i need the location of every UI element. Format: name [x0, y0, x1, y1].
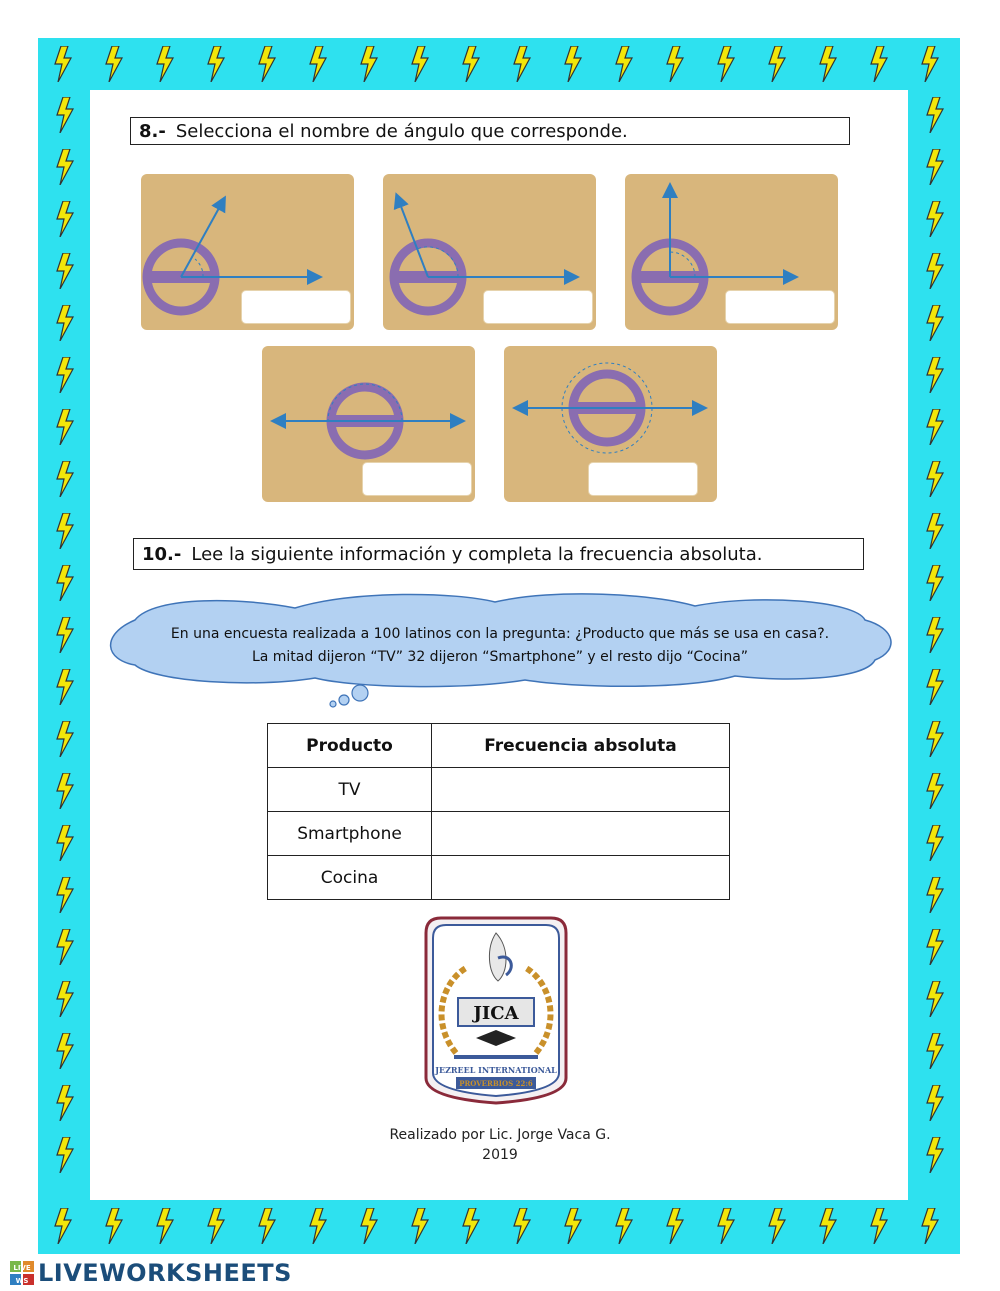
lightning-bolt-icon — [868, 46, 890, 82]
school-logo — [416, 913, 576, 1108]
lightning-bolt-icon — [924, 565, 946, 601]
liveworksheets-brand: LIVEWORKSHEETS — [38, 1259, 292, 1287]
lightning-bolt-icon — [924, 929, 946, 965]
lightning-bolt-icon — [54, 1085, 76, 1121]
lightning-bolt-icon — [54, 1033, 76, 1069]
answer-field[interactable] — [362, 462, 472, 496]
lightning-bolt-icon — [409, 1208, 431, 1244]
lightning-bolt-icon — [919, 1208, 941, 1244]
question-10-header — [133, 538, 864, 570]
lightning-bolt-icon — [52, 1208, 74, 1244]
badge-bottom-text: WS — [15, 1277, 29, 1285]
lightning-bolt-icon — [54, 981, 76, 1017]
frequency-input[interactable] — [432, 768, 730, 812]
lightning-bolt-icon — [54, 149, 76, 185]
angle-card-right — [625, 174, 838, 330]
lightning-bolt-icon — [715, 46, 737, 82]
badge-top-text: LIVE — [13, 1264, 31, 1272]
lightning-bolt-icon — [460, 1208, 482, 1244]
lightning-bolt-icon — [868, 1208, 890, 1244]
angle-card-full — [504, 346, 717, 502]
lightning-bolt-icon — [154, 46, 176, 82]
logo-motto: PROVERBIOS 22:6 — [459, 1079, 533, 1088]
author-credit: Realizado por Lic. Jorge Vaca G. — [389, 1127, 611, 1143]
lightning-bolt-icon — [358, 46, 380, 82]
lightning-bolt-icon — [562, 46, 584, 82]
lightning-bolt-icon — [664, 46, 686, 82]
table-row — [268, 768, 730, 812]
lightning-bolt-icon — [664, 1208, 686, 1244]
angle-card-straight — [262, 346, 475, 502]
question-text: Selecciona el nombre de ángulo que corresponde. — [175, 120, 628, 142]
lightning-bolt-icon — [205, 46, 227, 82]
question-number: 10.- — [142, 543, 182, 565]
cloud-line-2: La mitad dijeron “TV” 32 dijeron “Smartphone” y el resto dijo “Cocina” — [251, 649, 749, 665]
liveworksheets-logo — [10, 1258, 292, 1288]
lightning-bolt-icon — [54, 201, 76, 237]
lightning-bolt-icon — [409, 46, 431, 82]
logo-name: JICA — [473, 1003, 519, 1024]
lightning-bolt-icon — [54, 617, 76, 653]
lightning-bolt-icon — [54, 409, 76, 445]
question-8-header — [130, 117, 850, 145]
lightning-bolt-icon — [613, 1208, 635, 1244]
table-row — [268, 812, 730, 856]
frequency-input[interactable] — [432, 856, 730, 900]
lightning-bolt-icon — [924, 773, 946, 809]
lightning-bolt-icon — [817, 46, 839, 82]
lightning-bolt-icon — [205, 1208, 227, 1244]
lightning-bolt-icon — [924, 357, 946, 393]
answer-field[interactable] — [725, 290, 835, 324]
lightning-bolt-icon — [924, 721, 946, 757]
answer-field[interactable] — [483, 290, 593, 324]
lightning-bolt-icon — [924, 149, 946, 185]
lightning-bolt-icon — [924, 1085, 946, 1121]
header-frequency: Frecuencia absoluta — [432, 724, 730, 768]
lightning-bolt-icon — [54, 305, 76, 341]
answer-field[interactable] — [241, 290, 351, 324]
year-credit: 2019 — [482, 1147, 518, 1163]
lightning-bolt-icon — [924, 461, 946, 497]
lightning-bolt-icon — [924, 97, 946, 133]
lightning-bolt-icon — [54, 773, 76, 809]
lightning-bolt-icon — [54, 669, 76, 705]
lightning-bolt-icon — [919, 46, 941, 82]
lightning-bolt-icon — [511, 1208, 533, 1244]
lightning-bolt-icon — [924, 201, 946, 237]
lightning-bolt-icon — [103, 1208, 125, 1244]
angle-card-obtuse — [383, 174, 596, 330]
lightning-bolt-icon — [54, 565, 76, 601]
lightning-bolt-icon — [52, 46, 74, 82]
table-row — [268, 856, 730, 900]
lightning-bolt-icon — [924, 669, 946, 705]
lightning-bolt-icon — [54, 461, 76, 497]
frequency-input[interactable] — [432, 812, 730, 856]
lightning-bolt-icon — [924, 825, 946, 861]
lightning-bolt-icon — [154, 1208, 176, 1244]
lightning-bolt-icon — [460, 46, 482, 82]
lightning-bolt-icon — [256, 1208, 278, 1244]
product-cell: TV — [268, 768, 432, 812]
lightning-bolt-icon — [924, 981, 946, 1017]
header-product: Producto — [268, 724, 432, 768]
lightning-bolt-icon — [358, 1208, 380, 1244]
lightning-bolt-icon — [766, 1208, 788, 1244]
frequency-table — [267, 723, 730, 900]
lightning-bolt-icon — [924, 305, 946, 341]
lightning-bolt-icon — [54, 97, 76, 133]
product-cell: Smartphone — [268, 812, 432, 856]
lightning-bolt-icon — [54, 721, 76, 757]
lightning-bolt-icon — [54, 929, 76, 965]
logo-subtitle: JEZREEL INTERNATIONAL — [435, 1065, 557, 1075]
lightning-bolt-icon — [924, 1137, 946, 1173]
lightning-bolt-icon — [613, 46, 635, 82]
lightning-bolt-icon — [103, 46, 125, 82]
lightning-bolt-icon — [54, 825, 76, 861]
lightning-bolt-icon — [715, 1208, 737, 1244]
product-cell: Cocina — [268, 856, 432, 900]
lightning-bolt-icon — [307, 1208, 329, 1244]
question-text: Lee la siguiente información y completa la frecuencia absoluta. — [191, 543, 763, 565]
lightning-bolt-icon — [924, 409, 946, 445]
liveworksheets-badge-icon — [10, 1261, 34, 1285]
lightning-bolt-icon — [817, 1208, 839, 1244]
lightning-bolt-icon — [256, 46, 278, 82]
question-number: 8.- — [139, 120, 166, 142]
lightning-bolt-icon — [54, 877, 76, 913]
cloud-line-1: En una encuesta realizada a 100 latinos con la pregunta: ¿Producto que más se usa en casa?. — [170, 626, 830, 642]
angle-card-acute — [141, 174, 354, 330]
lightning-bolt-icon — [54, 253, 76, 289]
lightning-bolt-icon — [766, 46, 788, 82]
lightning-bolt-icon — [307, 46, 329, 82]
lightning-bolt-icon — [54, 1137, 76, 1173]
lightning-bolt-icon — [54, 357, 76, 393]
lightning-bolt-icon — [54, 513, 76, 549]
lightning-bolt-icon — [924, 877, 946, 913]
lightning-bolt-icon — [511, 46, 533, 82]
lightning-bolt-icon — [924, 513, 946, 549]
lightning-bolt-icon — [924, 253, 946, 289]
lightning-bolt-icon — [924, 1033, 946, 1069]
table-header-row — [268, 724, 730, 768]
lightning-bolt-icon — [562, 1208, 584, 1244]
lightning-bolt-icon — [924, 617, 946, 653]
answer-field[interactable] — [588, 462, 698, 496]
